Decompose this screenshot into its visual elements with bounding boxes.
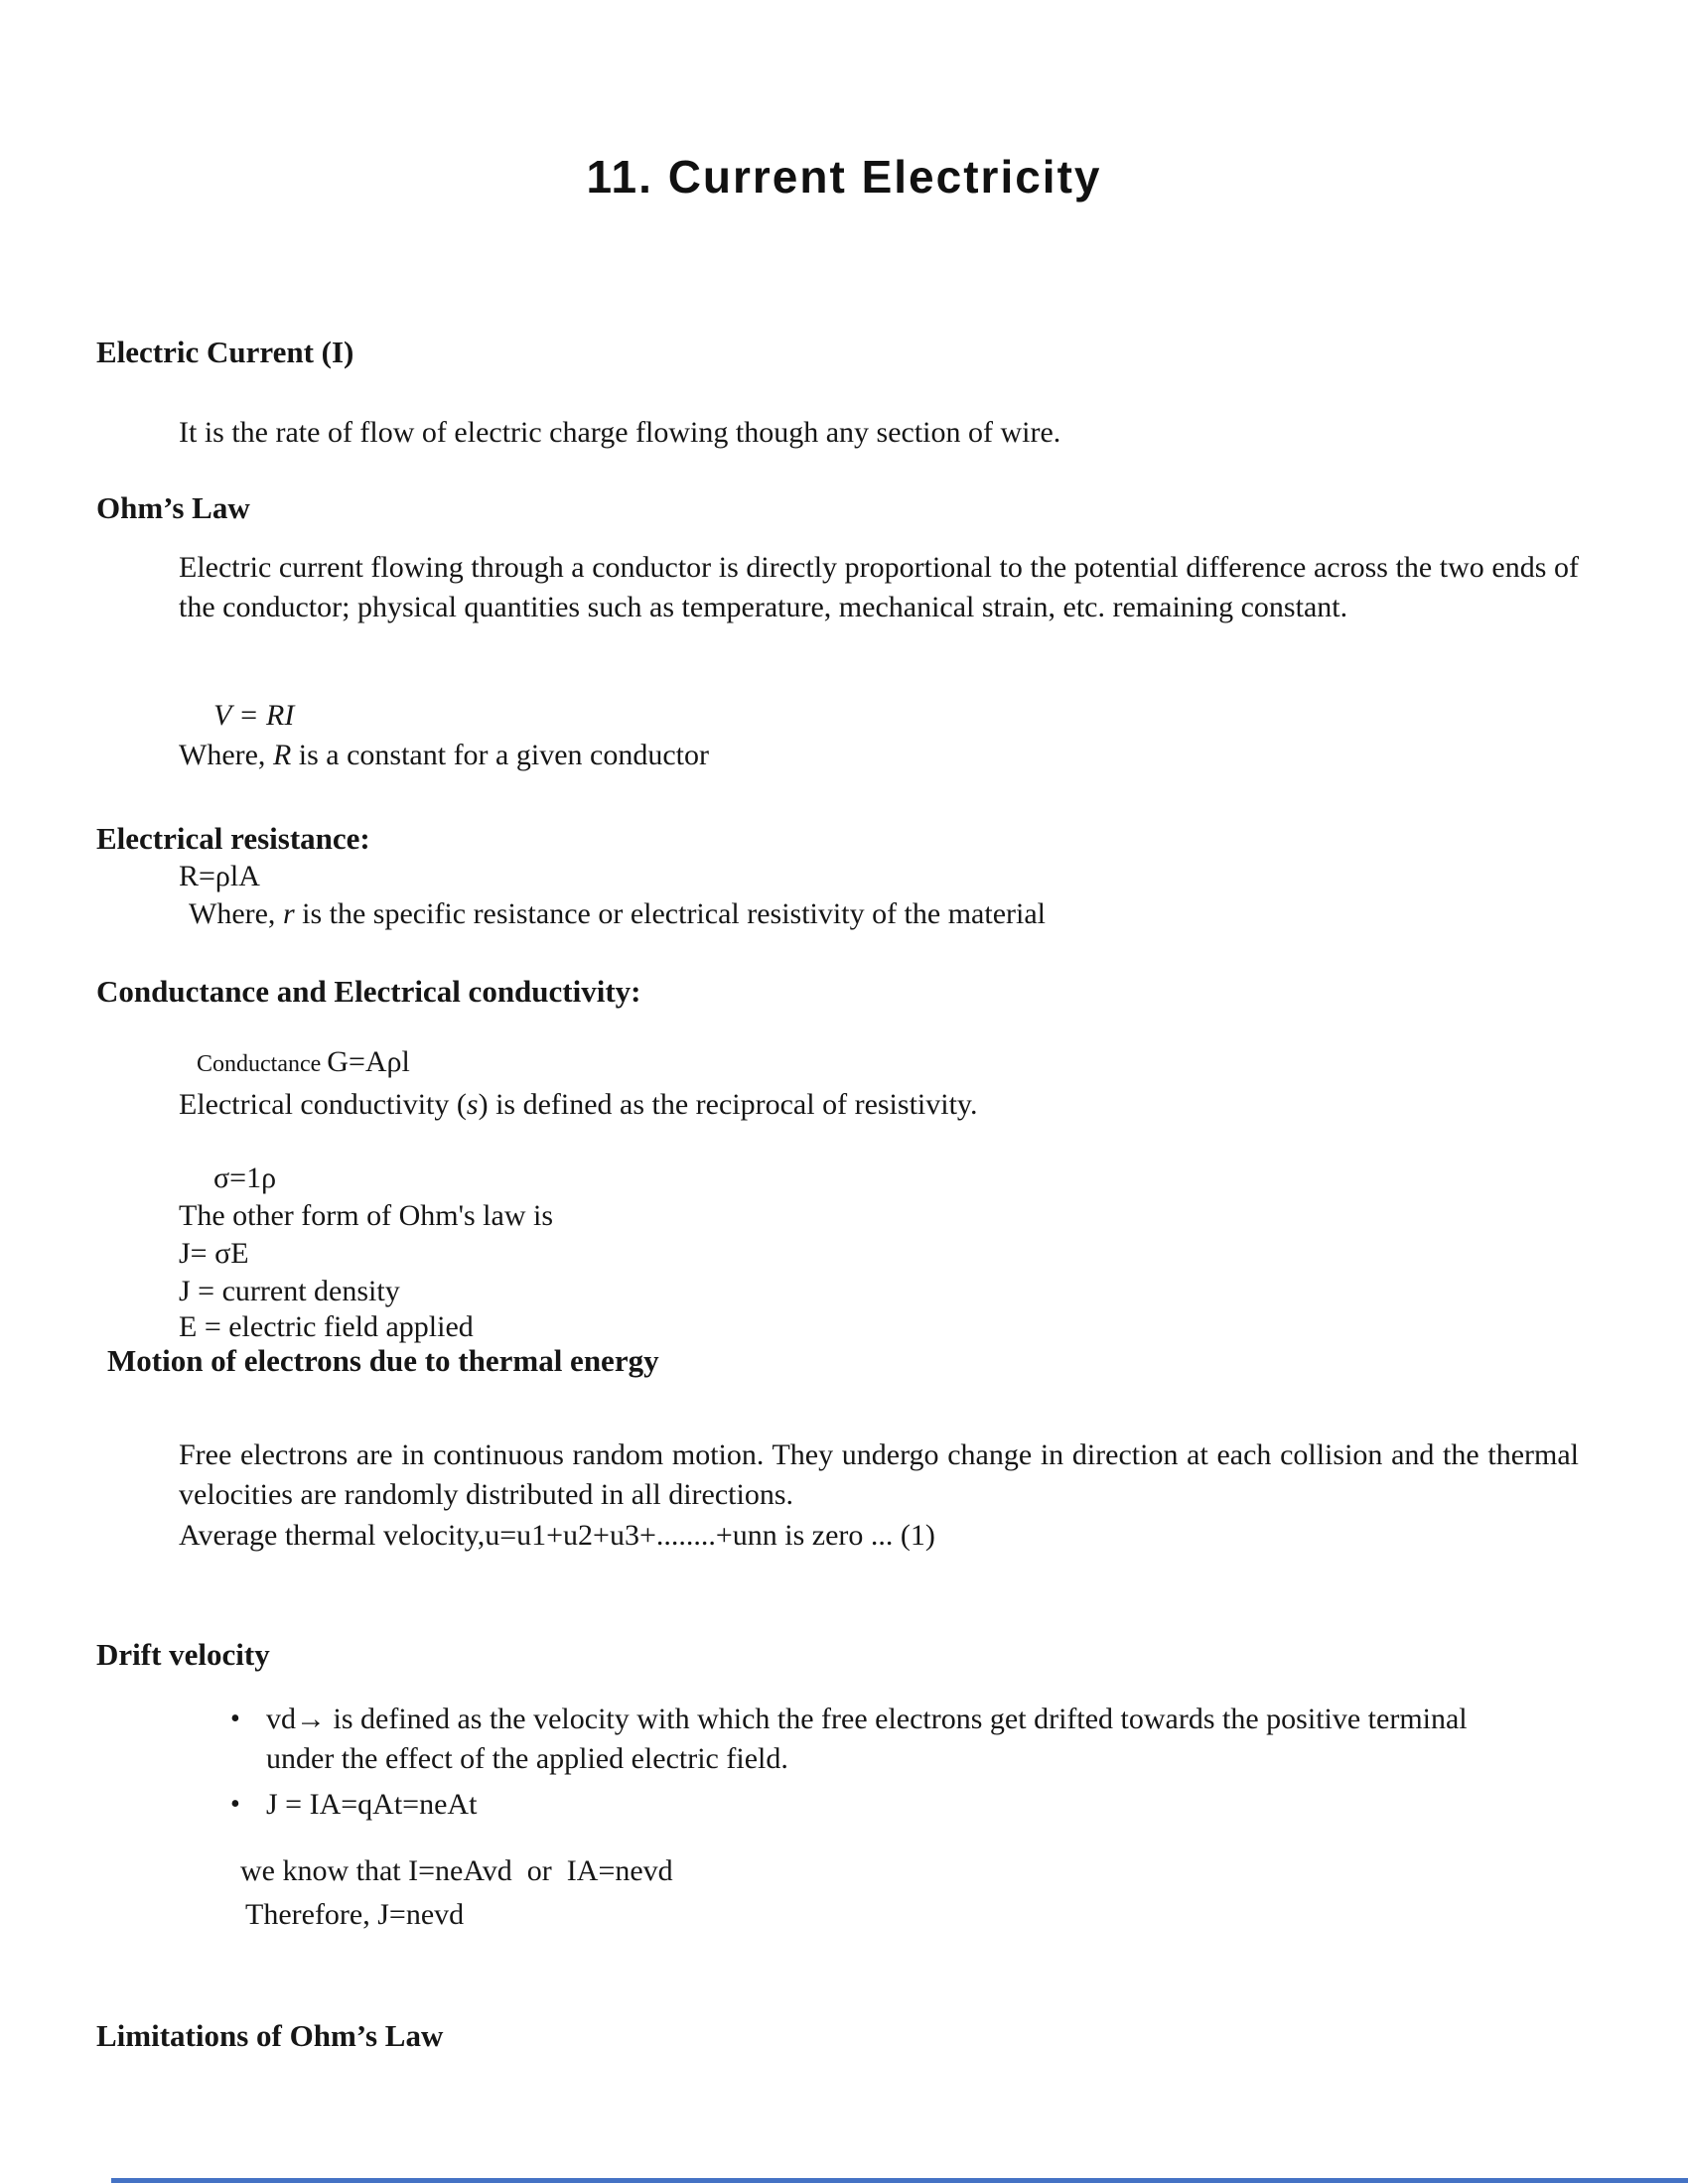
drift-definition-text: vd→ is defined as the velocity with which the free electrons get drifted towards the positive terminal under the effect of the applied electric field.	[266, 1703, 1468, 1775]
heading-limitations: Limitations of Ohm’s Law	[96, 2018, 444, 2053]
we-know-line: we know that I=neAvd or IA=nevd	[240, 1854, 673, 1887]
conductance-formula-line	[197, 1043, 410, 1083]
list-item	[230, 1785, 1477, 1825]
page-title: 11. Current Electricity	[586, 150, 1102, 203]
conductance-formula: G=Aρl	[327, 1045, 410, 1078]
page-bottom-divider	[111, 2178, 1688, 2183]
where-suffix: is a constant for a given conductor	[291, 739, 709, 771]
where-prefix: Where,	[189, 897, 283, 930]
drift-formula-text: J = IA=qAt=neAt	[266, 1788, 478, 1821]
current-density-formula: J= σE	[179, 1237, 249, 1270]
heading-ohms-law: Ohm’s Law	[96, 490, 250, 525]
ohms-law-where-line	[179, 737, 709, 774]
ohms-law-paragraph: Electric current flowing through a conductor is directly proportional to the potential difference across the two ends of the conductor; physical quantities such as temperature, mechanical strain, etc. remaining constant.	[179, 551, 1579, 623]
heading-thermal-motion: Motion of electrons due to thermal energy	[107, 1343, 659, 1378]
drift-bullet-list	[230, 1700, 1477, 1825]
conductance-label: Conductance	[197, 1051, 328, 1077]
sigma-formula: σ=1ρ	[213, 1161, 277, 1194]
definition-prefix: Electrical conductivity (	[179, 1088, 467, 1121]
thermal-motion-paragraph: Free electrons are in continuous random motion. They undergo change in direction at each collision and the thermal velocities are randomly distributed in all directions.	[179, 1438, 1579, 1511]
resistance-where-line	[189, 895, 1046, 933]
e-definition: E = electric field applied	[179, 1310, 474, 1343]
heading-electric-current: Electric Current (I)	[96, 335, 354, 369]
heading-electrical-resistance: Electrical resistance:	[96, 821, 370, 856]
symbol-s: s	[466, 1088, 479, 1121]
definition-suffix: ) is defined as the reciprocal of resistivity.	[478, 1088, 978, 1121]
ohms-law-formula: V = RI	[213, 699, 295, 732]
where-suffix: is the specific resistance or electrical resistivity of the material	[294, 897, 1046, 930]
j-definition: J = current density	[179, 1275, 400, 1307]
average-velocity-line: Average thermal velocity,u=u1+u2+u3+........+unn is zero ... (1)	[179, 1519, 935, 1552]
bullet-icon: •	[230, 1789, 240, 1820]
list-item	[230, 1700, 1477, 1779]
where-prefix: Where,	[179, 739, 273, 771]
heading-drift-velocity: Drift velocity	[96, 1637, 270, 1672]
symbol-r-constant: R	[272, 739, 292, 771]
resistance-formula: R=ρlA	[179, 860, 260, 892]
symbol-r-resistivity: r	[282, 897, 295, 930]
bullet-icon: •	[230, 1704, 240, 1734]
therefore-line: Therefore, J=nevd	[245, 1898, 465, 1931]
conductivity-definition-line	[179, 1086, 977, 1124]
electric-current-definition: It is the rate of flow of electric charge flowing though any section of wire.	[179, 416, 1061, 449]
heading-conductance-conductivity: Conductance and Electrical conductivity:	[96, 974, 641, 1009]
other-form-line: The other form of Ohm's law is	[179, 1199, 553, 1232]
